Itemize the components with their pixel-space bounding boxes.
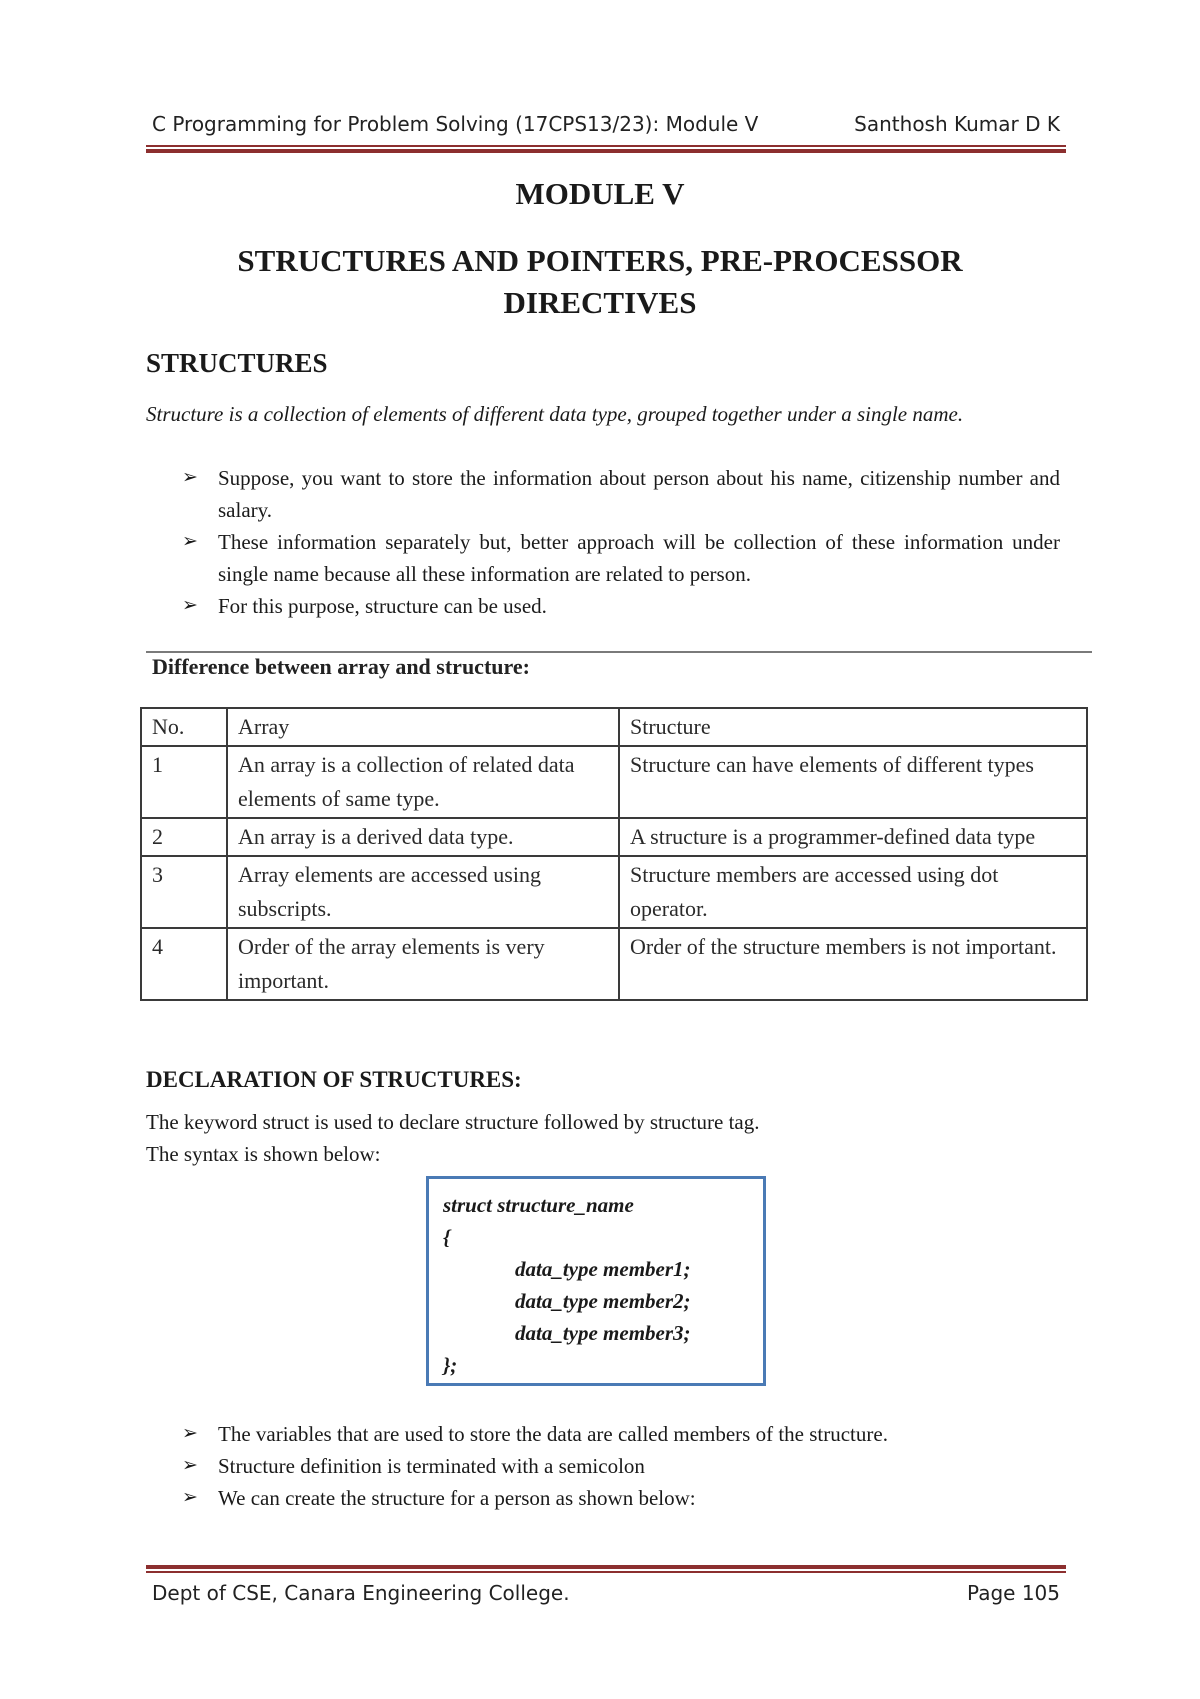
table-row [141, 928, 1087, 1000]
list-item: ➢ The variables that are used to store the data are called members of the structure. [178, 1418, 1060, 1450]
main-title: STRUCTURES AND POINTERS, PRE-PROCESSOR DIRECTIVES [237, 243, 963, 320]
footer-rule-thin [146, 1571, 1066, 1573]
cell-no: 3 [141, 856, 227, 928]
arrow-bullet-icon: ➢ [182, 1487, 198, 1508]
declaration-text [146, 1106, 759, 1170]
footer-rule-thick [146, 1565, 1066, 1569]
list-item: ➢ These information separately but, better approach will be collection of these information under single name because all these information are related to person. [178, 526, 1060, 590]
column-header-array: Array [227, 708, 619, 746]
cell-array: An array is a collection of related data elements of same type. [227, 746, 619, 818]
table-row [141, 856, 1087, 928]
arrow-bullet-icon: ➢ [182, 1423, 198, 1444]
code-line-member1: data_type member1; [515, 1257, 691, 1281]
cell-structure: Order of the structure members is not important. [619, 928, 1087, 1000]
difference-table [140, 707, 1088, 1001]
code-line-struct: struct structure_name [443, 1193, 634, 1217]
declaration-line-1: The keyword struct is used to declare structure followed by structure tag. [146, 1110, 760, 1134]
table-row [141, 818, 1087, 856]
structure-definition: Structure is a collection of elements of different data type, grouped together under a single name. [146, 402, 964, 426]
list-item: ➢ Suppose, you want to store the information about person about his name, citizenship number and salary. [178, 462, 1060, 526]
footer-department: Dept of CSE, Canara Engineering College. [152, 1581, 570, 1605]
declaration-line-2: The syntax is shown below: [146, 1142, 381, 1166]
code-line-member2: data_type member2; [515, 1289, 691, 1313]
list-item: ➢ Structure definition is terminated with a semicolon [178, 1450, 1060, 1482]
header-course-title: C Programming for Problem Solving (17CPS13/23): Module V [152, 112, 759, 136]
declaration-bullet-list [178, 1418, 1060, 1514]
arrow-bullet-icon: ➢ [182, 531, 198, 552]
table-header-row [141, 708, 1087, 746]
header-rule-thick [146, 149, 1066, 153]
column-header-structure: Structure [619, 708, 1087, 746]
code-line-close-brace: }; [443, 1353, 458, 1377]
table-row [141, 746, 1087, 818]
page-header [146, 108, 1066, 142]
arrow-bullet-icon: ➢ [182, 467, 198, 488]
code-line-open-brace: { [443, 1225, 451, 1249]
cell-structure: Structure can have elements of different types [619, 746, 1087, 818]
column-header-no: No. [141, 708, 227, 746]
cell-array: Array elements are accessed using subscripts. [227, 856, 619, 928]
list-item: ➢ For this purpose, structure can be used. [178, 590, 1060, 622]
cell-array: An array is a derived data type. [227, 818, 619, 856]
arrow-bullet-icon: ➢ [182, 595, 198, 616]
structures-heading: STRUCTURES [146, 348, 328, 378]
cell-structure: Structure members are accessed using dot operator. [619, 856, 1087, 928]
declaration-heading: DECLARATION OF STRUCTURES: [146, 1067, 522, 1092]
table-caption-rule [146, 651, 1092, 653]
cell-no: 1 [141, 746, 227, 818]
cell-structure: A structure is a programmer-defined data type [619, 818, 1087, 856]
header-author: Santhosh Kumar D K [854, 112, 1060, 136]
cell-no: 4 [141, 928, 227, 1000]
arrow-bullet-icon: ➢ [182, 1455, 198, 1476]
module-title: MODULE V [515, 176, 685, 211]
syntax-code-box [426, 1176, 766, 1386]
table-caption: Difference between array and structure: [152, 654, 530, 679]
cell-array: Order of the array elements is very important. [227, 928, 619, 1000]
header-rule-thin [146, 145, 1066, 147]
list-item: ➢ We can create the structure for a person as shown below: [178, 1482, 1060, 1514]
footer-page-number: Page 105 [967, 1581, 1060, 1605]
cell-no: 2 [141, 818, 227, 856]
structures-bullet-list [178, 462, 1060, 622]
code-line-member3: data_type member3; [515, 1321, 691, 1345]
